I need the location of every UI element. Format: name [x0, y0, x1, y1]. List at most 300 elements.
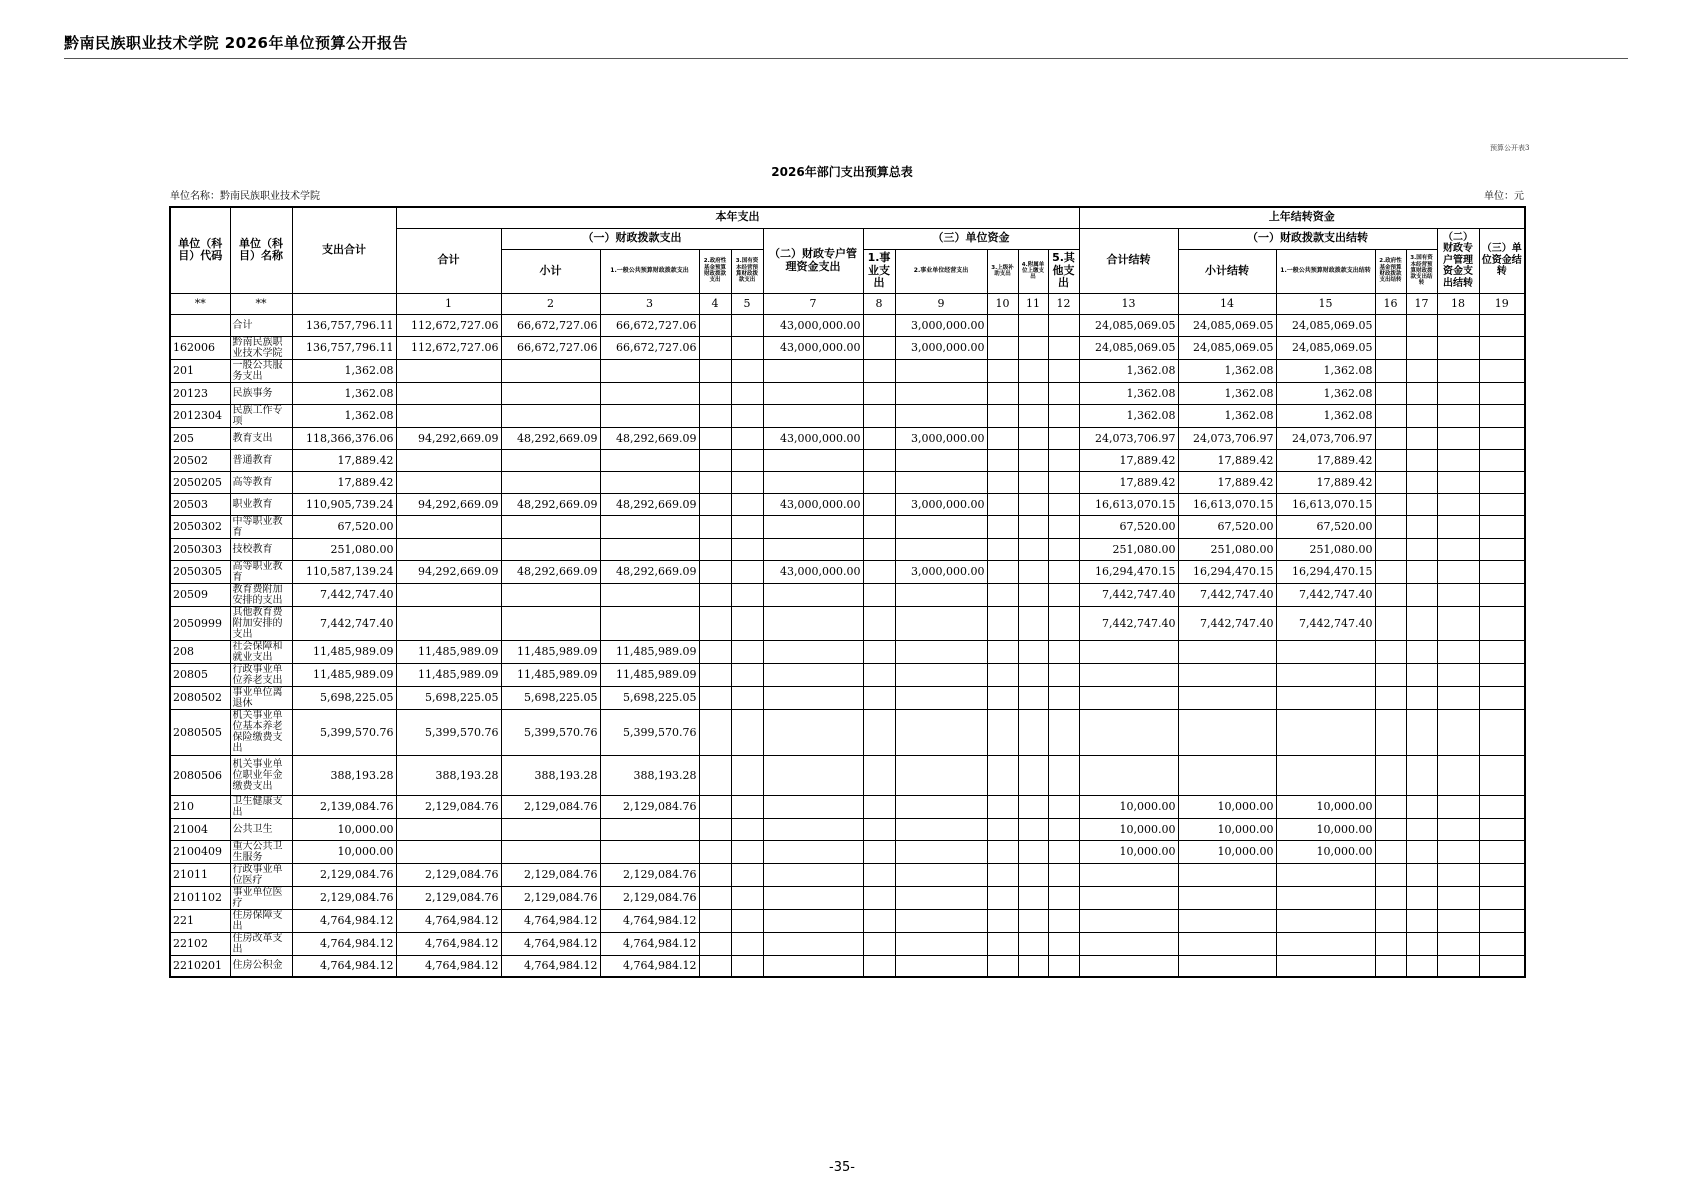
row-code-cell: 21004: [170, 818, 230, 840]
amount-cell-c13: [1079, 932, 1178, 955]
amount-cell-c14: 24,073,706.97: [1178, 427, 1276, 449]
amount-cell-c15: 1,362.08: [1276, 404, 1375, 427]
amount-cell-c17: [1406, 471, 1437, 493]
amount-cell-c3: 48,292,669.09: [600, 560, 699, 583]
amount-cell-c11: [1018, 686, 1048, 709]
amount-cell-c4: [699, 336, 731, 359]
amount-cell-c18: [1437, 471, 1479, 493]
amount-cell-c3: 66,672,727.06: [600, 336, 699, 359]
amount-cell-c19: [1479, 840, 1525, 863]
amount-cell-c17: [1406, 755, 1437, 795]
amount-cell-c10: [987, 686, 1018, 709]
amount-cell-c7: [763, 359, 863, 382]
amount-cell-c9: 3,000,000.00: [895, 427, 987, 449]
amount-cell-c13: 7,442,747.40: [1079, 606, 1178, 640]
amount-cell-c10: [987, 493, 1018, 515]
row-name-cell: 民族工作专项: [230, 404, 292, 427]
amount-cell-c10: [987, 515, 1018, 538]
amount-cell-c13: [1079, 663, 1178, 686]
amount-cell-c4: [699, 886, 731, 909]
amount-cell-c16: [1375, 909, 1406, 932]
amount-cell-c19: [1479, 427, 1525, 449]
amount-cell-c12: [1048, 686, 1079, 709]
amount-cell-c14: 10,000.00: [1178, 840, 1276, 863]
amount-cell-c5: [731, 955, 763, 977]
amount-cell-c2: 5,399,570.76: [501, 709, 600, 755]
amount-cell-c19: [1479, 471, 1525, 493]
row-code-cell: 20503: [170, 493, 230, 515]
amount-cell-c9: [895, 755, 987, 795]
row-name-cell: 其他教育费附加安排的支出: [230, 606, 292, 640]
group-header-unit-funds: （三）单位资金: [863, 228, 1079, 249]
row-name-cell: 重大公共卫生服务: [230, 840, 292, 863]
amount-cell-c10: [987, 886, 1018, 909]
amount-cell-c19: [1479, 560, 1525, 583]
amount-cell-c18: [1437, 583, 1479, 606]
amount-cell-c12: [1048, 427, 1079, 449]
amount-cell-c14: [1178, 932, 1276, 955]
amount-cell-c2: 5,698,225.05: [501, 686, 600, 709]
amount-cell-c15: 10,000.00: [1276, 840, 1375, 863]
amount-cell-c3: 4,764,984.12: [600, 955, 699, 977]
amount-cell-c8: [863, 404, 895, 427]
col-header-general-budget: 1.一般公共预算财政拨款支出: [600, 249, 699, 293]
amount-cell-c16: [1375, 863, 1406, 886]
amount-cell-c9: [895, 795, 987, 818]
amount-cell-c15: [1276, 686, 1375, 709]
col-header-gov-fund: 2.政府性基金预算财政拨款支出: [699, 249, 731, 293]
amount-cell-c1: 11,485,989.09: [396, 640, 501, 663]
amount-cell-c3: [600, 583, 699, 606]
row-code-cell: 208: [170, 640, 230, 663]
amount-cell-c17: [1406, 909, 1437, 932]
amount-cell-c8: [863, 840, 895, 863]
amount-cell-c11: [1018, 840, 1048, 863]
amount-cell-c14: [1178, 863, 1276, 886]
amount-cell-c17: [1406, 932, 1437, 955]
amount-cell-total: 1,362.08: [292, 382, 396, 404]
amount-cell-c16: [1375, 755, 1406, 795]
amount-cell-c4: [699, 795, 731, 818]
amount-cell-c7: [763, 909, 863, 932]
amount-cell-c16: [1375, 515, 1406, 538]
amount-cell-c17: [1406, 515, 1437, 538]
amount-cell-c2: [501, 471, 600, 493]
amount-cell-c14: [1178, 640, 1276, 663]
amount-cell-c11: [1018, 640, 1048, 663]
amount-cell-c2: 66,672,727.06: [501, 314, 600, 336]
amount-cell-c5: [731, 909, 763, 932]
row-code-cell: 2050302: [170, 515, 230, 538]
amount-cell-total: 110,905,739.24: [292, 493, 396, 515]
amount-cell-c14: 24,085,069.05: [1178, 314, 1276, 336]
amount-cell-c12: [1048, 840, 1079, 863]
amount-cell-c8: [863, 606, 895, 640]
table-header: [170, 207, 1525, 314]
amount-cell-c10: [987, 606, 1018, 640]
amount-cell-c19: [1479, 538, 1525, 560]
row-name-cell: 高等职业教育: [230, 560, 292, 583]
amount-cell-c9: 3,000,000.00: [895, 336, 987, 359]
column-index-cell: 4: [699, 293, 731, 314]
table-row: [170, 840, 1525, 863]
row-code-cell: 2080502: [170, 686, 230, 709]
amount-cell-c10: [987, 538, 1018, 560]
amount-cell-c5: [731, 471, 763, 493]
amount-cell-c11: [1018, 314, 1048, 336]
amount-cell-c13: [1079, 640, 1178, 663]
amount-cell-c9: 3,000,000.00: [895, 493, 987, 515]
table-row: [170, 538, 1525, 560]
amount-cell-c8: [863, 336, 895, 359]
amount-cell-c9: [895, 359, 987, 382]
row-code-cell: 20123: [170, 382, 230, 404]
amount-cell-c2: 48,292,669.09: [501, 560, 600, 583]
row-code-cell: 20805: [170, 663, 230, 686]
amount-cell-c18: [1437, 932, 1479, 955]
amount-cell-c14: 1,362.08: [1178, 359, 1276, 382]
row-name-cell: 机关事业单位基本养老保险缴费支出: [230, 709, 292, 755]
amount-cell-c7: [763, 795, 863, 818]
amount-cell-c15: 24,073,706.97: [1276, 427, 1375, 449]
amount-cell-c11: [1018, 427, 1048, 449]
amount-cell-c12: [1048, 640, 1079, 663]
row-code-cell: 210: [170, 795, 230, 818]
row-name-cell: 教育支出: [230, 427, 292, 449]
amount-cell-c5: [731, 755, 763, 795]
row-name-cell: 合计: [230, 314, 292, 336]
amount-cell-c19: [1479, 932, 1525, 955]
amount-cell-total: 1,362.08: [292, 359, 396, 382]
column-index-cell: 8: [863, 293, 895, 314]
amount-cell-c5: [731, 663, 763, 686]
amount-cell-c15: 10,000.00: [1276, 818, 1375, 840]
amount-cell-c15: 17,889.42: [1276, 449, 1375, 471]
amount-cell-c17: [1406, 663, 1437, 686]
amount-cell-c19: [1479, 382, 1525, 404]
amount-cell-c15: 16,294,470.15: [1276, 560, 1375, 583]
amount-cell-c9: [895, 471, 987, 493]
amount-cell-c16: [1375, 640, 1406, 663]
amount-cell-c9: [895, 709, 987, 755]
column-index-cell: 13: [1079, 293, 1178, 314]
amount-cell-c15: 10,000.00: [1276, 795, 1375, 818]
amount-cell-c16: [1375, 709, 1406, 755]
amount-cell-c16: [1375, 932, 1406, 955]
amount-cell-c12: [1048, 538, 1079, 560]
amount-cell-c18: [1437, 909, 1479, 932]
row-code-cell: 2100409: [170, 840, 230, 863]
row-code-cell: 162006: [170, 336, 230, 359]
amount-cell-c12: [1048, 336, 1079, 359]
amount-cell-c8: [863, 818, 895, 840]
amount-cell-c8: [863, 640, 895, 663]
amount-cell-c14: 17,889.42: [1178, 449, 1276, 471]
currency-unit-label: 单位：元: [1484, 191, 1524, 202]
column-index-cell: 10: [987, 293, 1018, 314]
amount-cell-c7: [763, 663, 863, 686]
amount-cell-c8: [863, 955, 895, 977]
row-code-cell: [170, 314, 230, 336]
amount-cell-c17: [1406, 427, 1437, 449]
amount-cell-c13: 1,362.08: [1079, 404, 1178, 427]
amount-cell-c11: [1018, 886, 1048, 909]
amount-cell-c14: 1,362.08: [1178, 404, 1276, 427]
row-code-cell: 20502: [170, 449, 230, 471]
amount-cell-c19: [1479, 863, 1525, 886]
amount-cell-c2: 48,292,669.09: [501, 427, 600, 449]
column-index-cell: 5: [731, 293, 763, 314]
amount-cell-c14: [1178, 909, 1276, 932]
amount-cell-c16: [1375, 336, 1406, 359]
amount-cell-c2: 66,672,727.06: [501, 336, 600, 359]
amount-cell-c2: 2,129,084.76: [501, 863, 600, 886]
col-header-prev-gov-fund: 2.政府性基金预算财政拨款支出结转: [1375, 249, 1406, 293]
amount-cell-c11: [1018, 863, 1048, 886]
amount-cell-c7: [763, 640, 863, 663]
row-name-cell: 行政事业单位医疗: [230, 863, 292, 886]
amount-cell-c10: [987, 840, 1018, 863]
amount-cell-c17: [1406, 886, 1437, 909]
group-header-prev-fiscal: （一）财政拨款支出结转: [1178, 228, 1437, 249]
amount-cell-c1: [396, 382, 501, 404]
amount-cell-c18: [1437, 314, 1479, 336]
column-index-cell: **: [230, 293, 292, 314]
column-index-cell: 17: [1406, 293, 1437, 314]
amount-cell-c7: [763, 404, 863, 427]
amount-cell-c17: [1406, 336, 1437, 359]
row-code-cell: 2101102: [170, 886, 230, 909]
table-row: [170, 560, 1525, 583]
col-header-current-total: 合计: [396, 228, 501, 293]
amount-cell-c9: [895, 955, 987, 977]
amount-cell-c4: [699, 583, 731, 606]
amount-cell-c3: 2,129,084.76: [600, 886, 699, 909]
amount-cell-c15: [1276, 755, 1375, 795]
amount-cell-c17: [1406, 493, 1437, 515]
amount-cell-c12: [1048, 709, 1079, 755]
table-row: [170, 583, 1525, 606]
amount-cell-c12: [1048, 515, 1079, 538]
amount-cell-c3: 48,292,669.09: [600, 493, 699, 515]
amount-cell-c2: [501, 515, 600, 538]
amount-cell-total: 5,399,570.76: [292, 709, 396, 755]
amount-cell-c11: [1018, 955, 1048, 977]
amount-cell-c19: [1479, 686, 1525, 709]
amount-cell-c11: [1018, 663, 1048, 686]
amount-cell-total: 7,442,747.40: [292, 606, 396, 640]
amount-cell-c9: [895, 606, 987, 640]
amount-cell-total: 10,000.00: [292, 840, 396, 863]
amount-cell-c18: [1437, 755, 1479, 795]
amount-cell-c3: [600, 515, 699, 538]
amount-cell-c9: [895, 863, 987, 886]
amount-cell-c15: 67,520.00: [1276, 515, 1375, 538]
amount-cell-c15: 17,889.42: [1276, 471, 1375, 493]
amount-cell-c18: [1437, 382, 1479, 404]
row-name-cell: 一般公共服务支出: [230, 359, 292, 382]
amount-cell-c8: [863, 560, 895, 583]
amount-cell-c5: [731, 538, 763, 560]
amount-cell-c2: [501, 538, 600, 560]
amount-cell-c13: 67,520.00: [1079, 515, 1178, 538]
amount-cell-c1: [396, 818, 501, 840]
amount-cell-c11: [1018, 818, 1048, 840]
amount-cell-c11: [1018, 359, 1048, 382]
column-index-cell: 15: [1276, 293, 1375, 314]
amount-cell-c9: [895, 686, 987, 709]
table-body: [170, 314, 1525, 977]
amount-cell-c18: [1437, 709, 1479, 755]
amount-cell-c3: 66,672,727.06: [600, 314, 699, 336]
table-row: [170, 795, 1525, 818]
amount-cell-c17: [1406, 955, 1437, 977]
amount-cell-c13: 10,000.00: [1079, 840, 1178, 863]
amount-cell-c19: [1479, 336, 1525, 359]
amount-cell-c3: 5,399,570.76: [600, 709, 699, 755]
amount-cell-c4: [699, 863, 731, 886]
table-row: [170, 863, 1525, 886]
header-divider: [64, 58, 1628, 59]
amount-cell-c1: 112,672,727.06: [396, 314, 501, 336]
amount-cell-c3: [600, 606, 699, 640]
amount-cell-c11: [1018, 909, 1048, 932]
amount-cell-c12: [1048, 382, 1079, 404]
col-header-state-capital: 3.国有资本经营预算财政拨款支出: [731, 249, 763, 293]
amount-cell-c18: [1437, 560, 1479, 583]
amount-cell-c14: 251,080.00: [1178, 538, 1276, 560]
amount-cell-c12: [1048, 404, 1079, 427]
amount-cell-c12: [1048, 663, 1079, 686]
amount-cell-c15: [1276, 709, 1375, 755]
amount-cell-c12: [1048, 886, 1079, 909]
row-name-cell: 职业教育: [230, 493, 292, 515]
amount-cell-c3: [600, 404, 699, 427]
amount-cell-total: 2,129,084.76: [292, 886, 396, 909]
amount-cell-c2: 4,764,984.12: [501, 909, 600, 932]
column-index-cell: 16: [1375, 293, 1406, 314]
amount-cell-c17: [1406, 795, 1437, 818]
col-header-prev-state-capital: 3.国有资本经营预算财政拨款支出结转: [1406, 249, 1437, 293]
amount-cell-c2: 388,193.28: [501, 755, 600, 795]
amount-cell-c10: [987, 583, 1018, 606]
amount-cell-c1: 94,292,669.09: [396, 493, 501, 515]
amount-cell-c15: 24,085,069.05: [1276, 336, 1375, 359]
table-row: [170, 886, 1525, 909]
amount-cell-total: 4,764,984.12: [292, 955, 396, 977]
amount-cell-c7: [763, 840, 863, 863]
amount-cell-c18: [1437, 449, 1479, 471]
amount-cell-c14: 16,613,070.15: [1178, 493, 1276, 515]
amount-cell-c19: [1479, 606, 1525, 640]
amount-cell-total: 251,080.00: [292, 538, 396, 560]
amount-cell-c7: [763, 606, 863, 640]
amount-cell-c1: 94,292,669.09: [396, 427, 501, 449]
amount-cell-c16: [1375, 840, 1406, 863]
amount-cell-c11: [1018, 709, 1048, 755]
amount-cell-c19: [1479, 709, 1525, 755]
amount-cell-c4: [699, 909, 731, 932]
amount-cell-c19: [1479, 886, 1525, 909]
amount-cell-total: 17,889.42: [292, 449, 396, 471]
amount-cell-c13: 10,000.00: [1079, 818, 1178, 840]
amount-cell-c7: 43,000,000.00: [763, 336, 863, 359]
row-name-cell: 社会保障和就业支出: [230, 640, 292, 663]
table-code-label: 预算公开表3: [1490, 144, 1530, 152]
amount-cell-c17: [1406, 818, 1437, 840]
row-name-cell: 住房保障支出: [230, 909, 292, 932]
amount-cell-c5: [731, 863, 763, 886]
amount-cell-c13: [1079, 686, 1178, 709]
table-row: [170, 382, 1525, 404]
amount-cell-c8: [863, 382, 895, 404]
table-row: [170, 640, 1525, 663]
amount-cell-c8: [863, 886, 895, 909]
column-index-cell: 19: [1479, 293, 1525, 314]
amount-cell-c19: [1479, 795, 1525, 818]
amount-cell-c4: [699, 314, 731, 336]
amount-cell-c16: [1375, 427, 1406, 449]
amount-cell-c4: [699, 404, 731, 427]
amount-cell-c16: [1375, 382, 1406, 404]
amount-cell-c11: [1018, 382, 1048, 404]
amount-cell-c5: [731, 515, 763, 538]
group-header-fiscal: （一）财政拨款支出: [501, 228, 763, 249]
amount-cell-c10: [987, 382, 1018, 404]
amount-cell-c15: 16,613,070.15: [1276, 493, 1375, 515]
column-index-cell: 7: [763, 293, 863, 314]
amount-cell-c4: [699, 515, 731, 538]
amount-cell-c8: [863, 583, 895, 606]
amount-cell-c7: 43,000,000.00: [763, 427, 863, 449]
amount-cell-c13: 16,294,470.15: [1079, 560, 1178, 583]
row-name-cell: 事业单位医疗: [230, 886, 292, 909]
amount-cell-c8: [863, 427, 895, 449]
amount-cell-c17: [1406, 606, 1437, 640]
amount-cell-c1: 94,292,669.09: [396, 560, 501, 583]
row-name-cell: 黔南民族职业技术学院: [230, 336, 292, 359]
amount-cell-c10: [987, 471, 1018, 493]
amount-cell-c11: [1018, 336, 1048, 359]
amount-cell-c3: 11,485,989.09: [600, 640, 699, 663]
col-header-subtotal: 小计: [501, 249, 600, 293]
table-row: [170, 427, 1525, 449]
amount-cell-c19: [1479, 583, 1525, 606]
amount-cell-c19: [1479, 640, 1525, 663]
amount-cell-c15: 24,085,069.05: [1276, 314, 1375, 336]
row-code-cell: 2050303: [170, 538, 230, 560]
amount-cell-c4: [699, 840, 731, 863]
table-row: [170, 932, 1525, 955]
amount-cell-c14: [1178, 709, 1276, 755]
amount-cell-c5: [731, 427, 763, 449]
amount-cell-c2: [501, 583, 600, 606]
amount-cell-c4: [699, 493, 731, 515]
amount-cell-c8: [863, 515, 895, 538]
amount-cell-c12: [1048, 493, 1079, 515]
amount-cell-c1: 112,672,727.06: [396, 336, 501, 359]
amount-cell-c1: 4,764,984.12: [396, 932, 501, 955]
amount-cell-c3: 388,193.28: [600, 755, 699, 795]
amount-cell-c19: [1479, 955, 1525, 977]
amount-cell-c11: [1018, 560, 1048, 583]
amount-cell-c5: [731, 449, 763, 471]
amount-cell-c2: 2,129,084.76: [501, 886, 600, 909]
amount-cell-c1: 4,764,984.12: [396, 909, 501, 932]
amount-cell-c14: 24,085,069.05: [1178, 336, 1276, 359]
amount-cell-c9: [895, 583, 987, 606]
amount-cell-c4: [699, 427, 731, 449]
